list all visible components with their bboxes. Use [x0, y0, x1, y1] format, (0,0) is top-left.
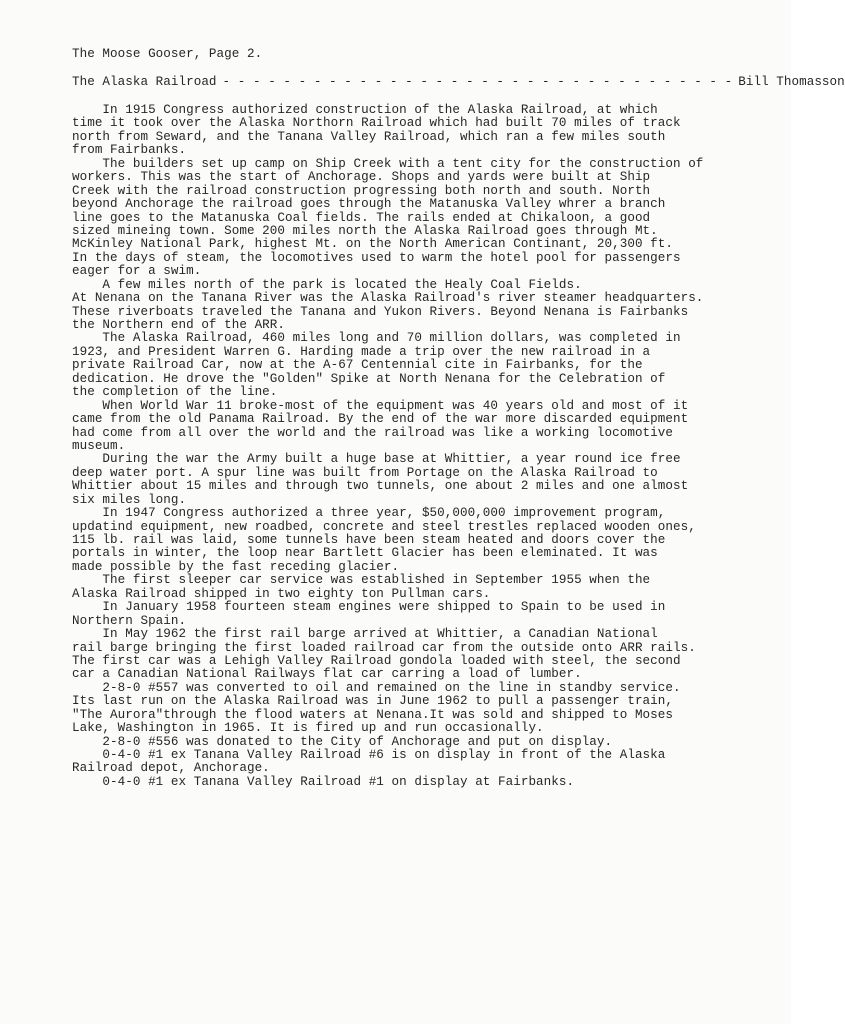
paragraph: [72, 400, 752, 454]
text-line: dedication. He drove the "Golden" Spike at North Nenana for the Celebration of: [72, 371, 666, 386]
text-line: the completion of the line.: [72, 385, 278, 400]
text-line: sized mineing town. Some 200 miles north the Alaska Railroad goes through Mt.: [72, 223, 658, 238]
text-line: The first car was a Lehigh Valley Railroad gondola loaded with steel, the second: [72, 653, 681, 668]
text-line: The first sleeper car service was established in September 1955 when the: [72, 573, 651, 588]
text-line: 115 lb. rail was laid, some tunnels have been steam heated and doors cover the: [72, 533, 666, 547]
page-header: The Moose Gooser, Page 2.: [72, 47, 263, 61]
text-line: Its last run on the Alaska Railroad was in June 1962 to pull a passenger train,: [72, 694, 673, 709]
paragraph: [72, 601, 752, 628]
paragraph: [72, 736, 752, 749]
paragraph: [72, 453, 752, 507]
text-line: Lake, Washington in 1965. It is fired up and run occasionally.: [72, 721, 544, 736]
paragraph: [72, 628, 752, 682]
article-body: [72, 104, 752, 789]
article-title-line: [72, 75, 845, 89]
text-line: During the war the Army built a huge base at Whittier, a year round ice free: [72, 452, 681, 467]
paragraph: [72, 158, 752, 279]
paragraph: [72, 574, 752, 601]
text-line: time it took over the Alaska Northorn Railroad which had built 70 miles of track: [72, 116, 681, 131]
text-line: In the days of steam, the locomotives used to warm the hotel pool for passengers: [72, 250, 681, 265]
text-line: rail barge bringing the first loaded railroad car from the outside onto ARR rails.: [72, 640, 696, 655]
text-line: Alaska Railroad shipped in two eighty ton Pullman cars.: [72, 586, 491, 601]
text-line: line goes to the Matanuska Coal fields. The rails ended at Chikaloon, a good: [72, 210, 651, 225]
text-line: In May 1962 the first rail barge arrived at Whittier, a Canadian National: [72, 627, 658, 642]
text-line: workers. This was the start of Anchorage. Shops and yards were built at Ship: [72, 170, 651, 185]
text-line: In January 1958 fourteen steam engines were shipped to Spain to be used in: [72, 600, 666, 615]
text-line: beyond Anchorage the railroad goes through the Matanuska Valley whrer a branch: [72, 197, 666, 212]
text-line: from Fairbanks.: [72, 143, 187, 158]
text-line: came from the old Panama Railroad. By the end of the war more discarded equipment: [72, 412, 689, 427]
text-line: 0-4-0 #1 ex Tanana Valley Railroad #6 is on display in front of the Alaska: [72, 748, 666, 762]
text-line: the Northern end of the ARR.: [72, 318, 286, 332]
text-line: 2-8-0 #556 was donated to the City of Anchorage and put on display.: [72, 734, 613, 749]
paragraph: [72, 682, 752, 736]
article-author: Bill Thomasson: [738, 75, 845, 89]
text-line: McKinley National Park, highest Mt. on the North American Continant, 20,300 ft.: [72, 237, 673, 252]
text-line: At Nenana on the Tanana River was the Alaska Railroad's river steamer headquarters.: [72, 291, 704, 306]
text-line: When World War 11 broke-most of the equipment was 40 years old and most of it: [72, 398, 689, 413]
text-line: portals in winter, the loop near Bartlett Glacier has been eleminated. It was: [72, 546, 658, 561]
paragraph: [72, 507, 752, 574]
paragraph: [72, 332, 752, 399]
paragraph: [72, 104, 752, 158]
title-dash-rule: - - - - - - - - - - - - - - - - - - - - - - - - - - - - - - - - - -: [222, 75, 733, 89]
text-line: 2-8-0 #557 was converted to oil and remained on the line in standby service.: [72, 680, 681, 695]
paragraph: [72, 749, 752, 776]
text-line: Whittier about 15 miles and through two tunnels, one about 2 miles and one almost: [72, 479, 689, 494]
paragraph: [72, 279, 752, 292]
text-line: updatind equipment, new roadbed, concrete and steel trestles replaced wooden ones,: [72, 519, 696, 534]
text-line: 1923, and President Warren G. Harding made a trip over the new railroad in a: [72, 344, 651, 359]
text-line: had come from all over the world and the railroad was like a working locomotive: [72, 425, 673, 440]
text-line: The Alaska Railroad, 460 miles long and 70 million dollars, was completed in: [72, 331, 681, 346]
text-line: These riverboats traveled the Tanana and Yukon Rivers. Beyond Nenana is Fairbanks: [72, 304, 689, 319]
text-line: car a Canadian National Railways flat car carring a load of lumber.: [72, 667, 582, 682]
text-line: north from Seward, and the Tanana Valley Railroad, which ran a few miles south: [72, 129, 666, 144]
article-title: The Alaska Railroad: [72, 75, 217, 89]
text-line: private Railroad Car, now at the A-67 Centennial cite in Fairbanks, for the: [72, 358, 643, 373]
text-line: museum.: [72, 438, 126, 453]
text-line: Northern Spain.: [72, 613, 187, 628]
paragraph: [72, 776, 752, 789]
text-line: 0-4-0 #1 ex Tanana Valley Railroad #1 on display at Fairbanks.: [72, 774, 575, 789]
text-line: eager for a swim.: [72, 264, 202, 279]
text-line: In 1915 Congress authorized construction of the Alaska Railroad, at which: [72, 103, 658, 117]
text-line: A few miles north of the park is located the Healy Coal Fields.: [72, 277, 582, 292]
text-line: The builders set up camp on Ship Creek with a tent city for the construction of: [72, 156, 704, 171]
paragraph: [72, 292, 752, 332]
text-line: In 1947 Congress authorized a three year, $50,000,000 improvement program,: [72, 506, 666, 521]
text-line: Railroad depot, Anchorage.: [72, 761, 270, 776]
text-line: made possible by the fast receding glacier.: [72, 559, 400, 574]
text-line: "The Aurora"through the flood waters at Nenana.It was sold and shipped to Moses: [72, 707, 673, 722]
text-line: six miles long.: [72, 492, 187, 507]
text-line: deep water port. A spur line was built from Portage on the Alaska Railroad to: [72, 465, 658, 480]
text-line: Creek with the railroad construction progressing both north and south. North: [72, 183, 651, 198]
